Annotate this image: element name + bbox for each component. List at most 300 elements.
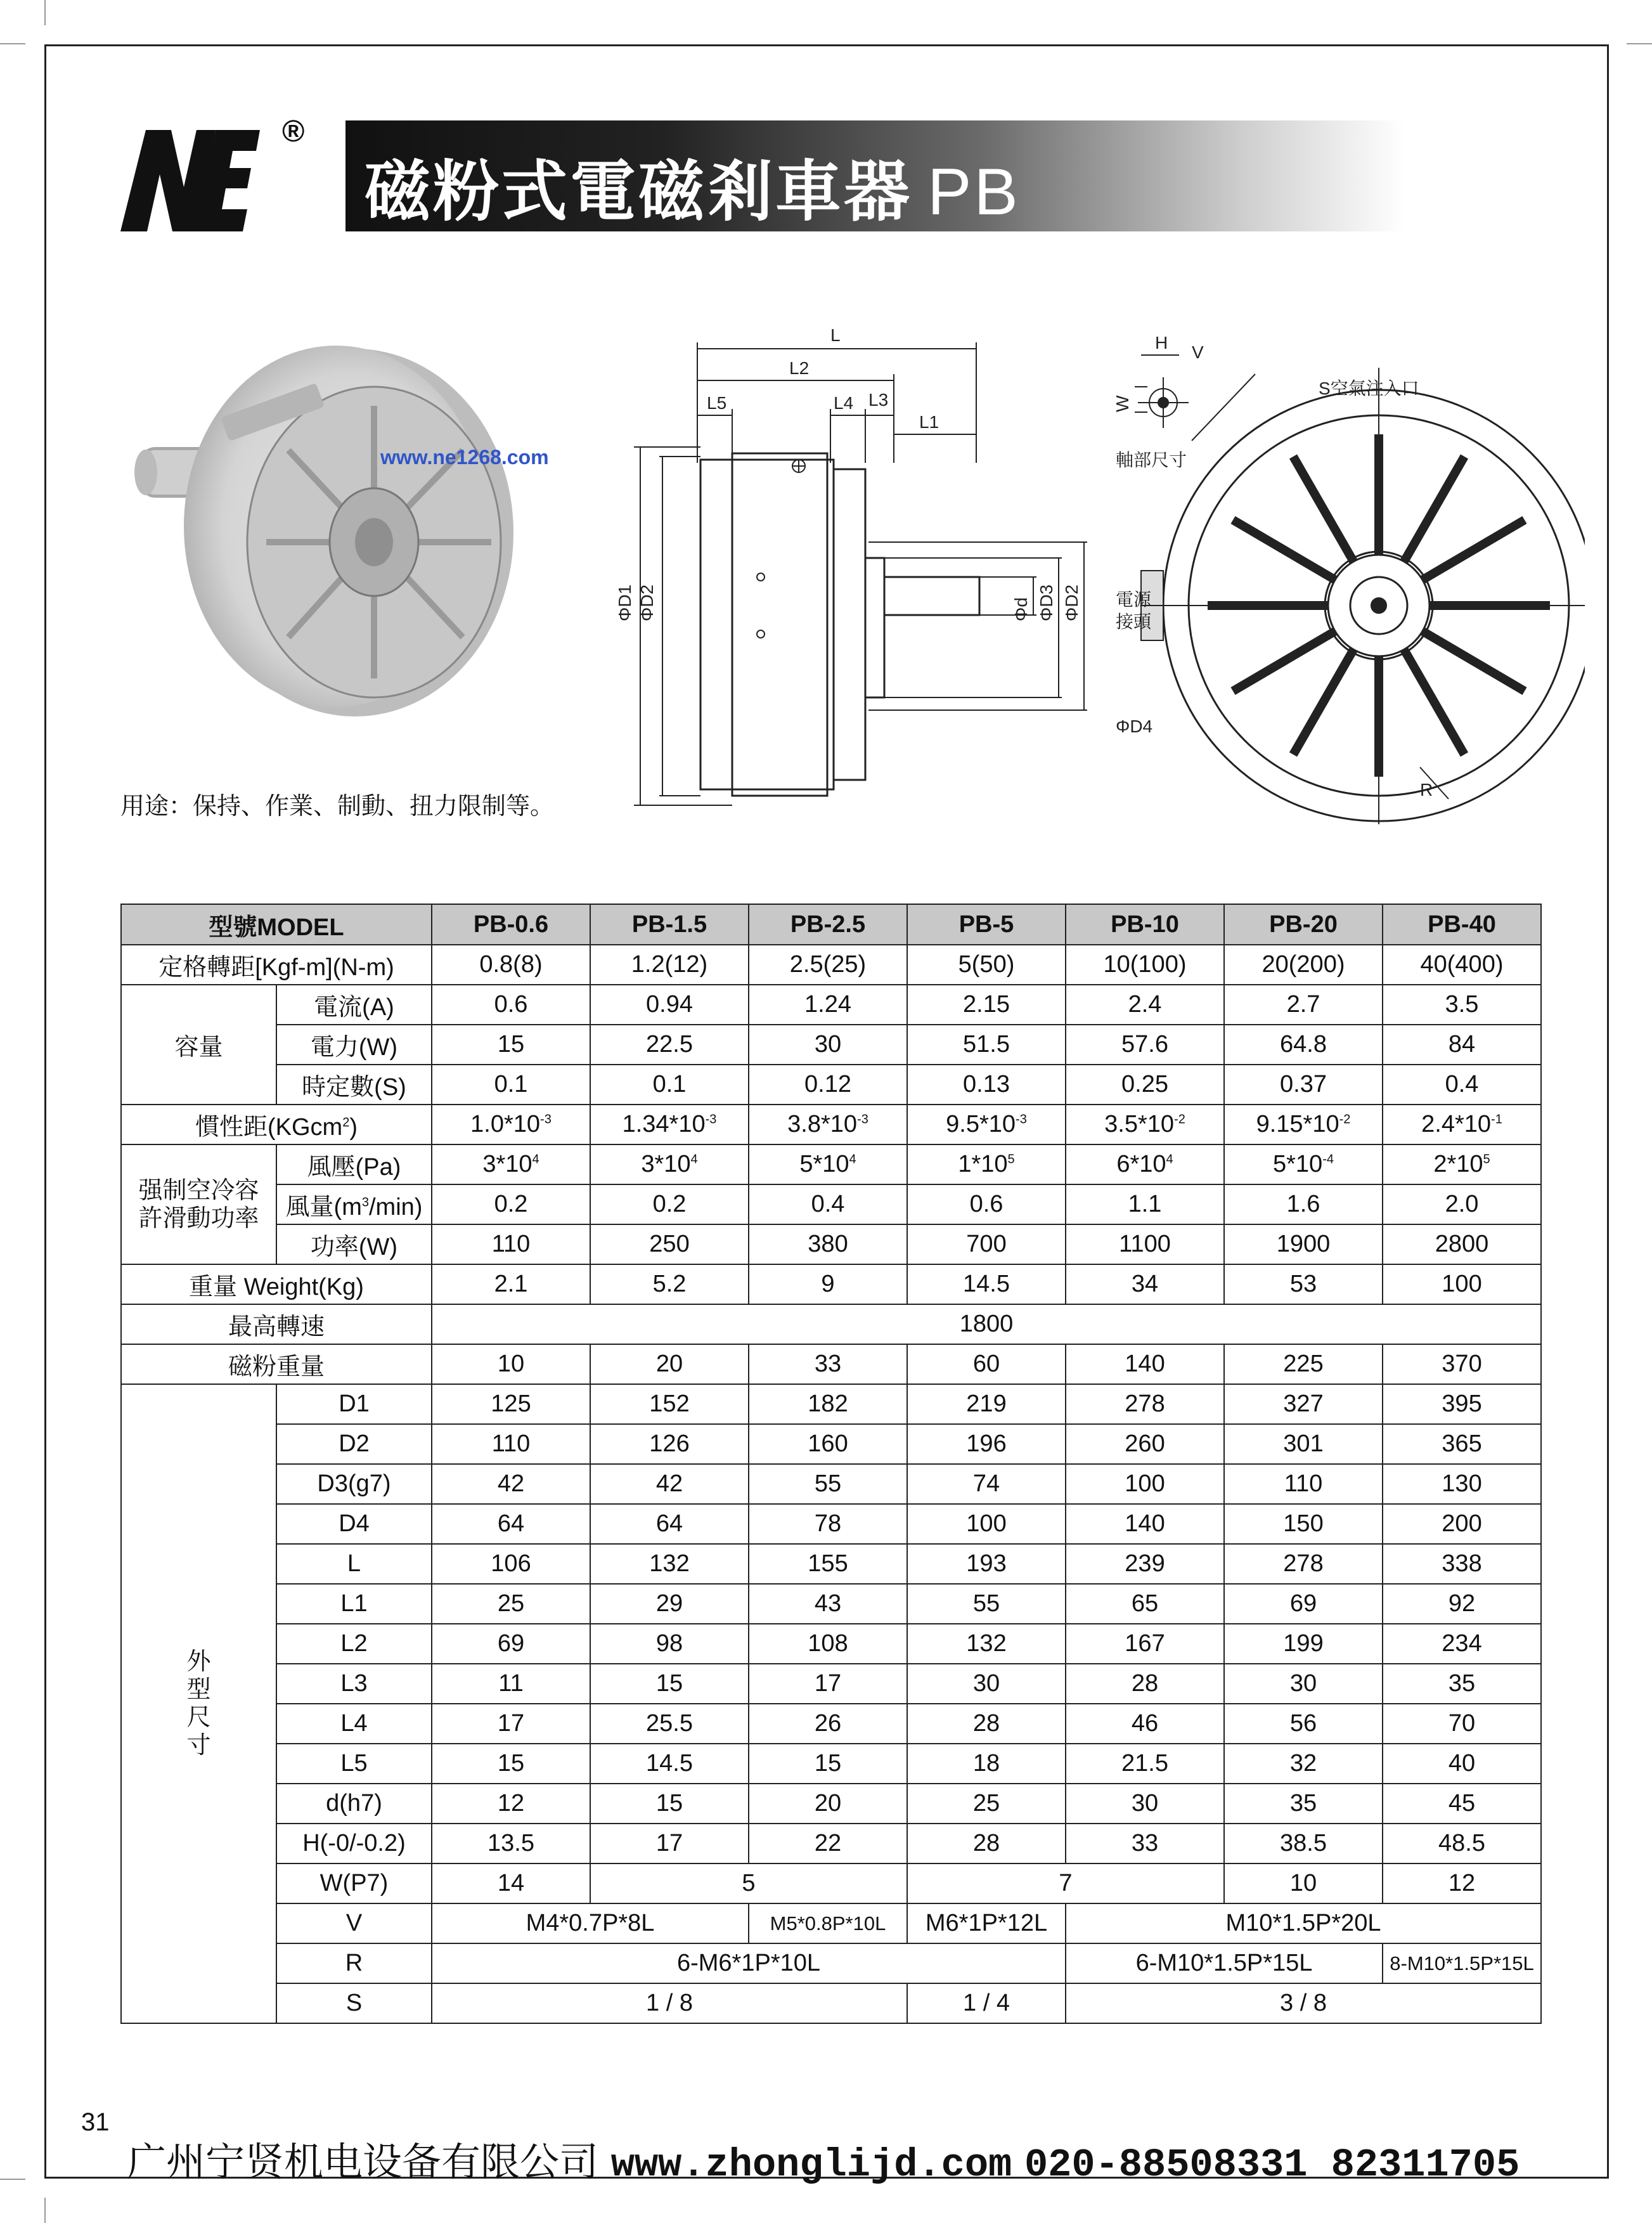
crop-mark (1627, 43, 1652, 44)
table-cell: 30 (907, 1664, 1066, 1704)
table-cell: 1900 (1224, 1224, 1383, 1264)
dimensions-label-char: 型 (186, 1676, 211, 1703)
table-cell: 199 (1224, 1624, 1383, 1664)
table-cell: 1.6 (1224, 1184, 1383, 1224)
table-cell: 64 (590, 1504, 749, 1544)
value-exp: -3 (540, 1112, 552, 1127)
table-cell: 200 (1383, 1504, 1541, 1544)
table-cell: 26 (749, 1704, 907, 1744)
cooling-label-line1: 强制空冷容 (138, 1177, 259, 1204)
table-cell (907, 1144, 1066, 1184)
table-cell: 0.2 (432, 1184, 590, 1224)
row-label: 功率(W) (276, 1224, 432, 1264)
row-label: 時定數(S) (276, 1065, 432, 1105)
table-cell: 5.2 (590, 1264, 749, 1304)
table-cell: 193 (907, 1544, 1066, 1584)
table-cell: 22 (749, 1824, 907, 1863)
table-cell: 3.5 (1383, 985, 1541, 1025)
dimensions-label-char: 寸 (186, 1732, 211, 1759)
value-exp: 4 (690, 1152, 698, 1167)
table-cell: 2.4 (1066, 985, 1224, 1025)
table-cell: 0.25 (1066, 1065, 1224, 1105)
phone-numbers: 020-88508331 82311705 (1024, 2142, 1520, 2187)
value-exp: -3 (857, 1112, 868, 1127)
table-cell: 18 (907, 1744, 1066, 1784)
table-cell: 12 (432, 1784, 590, 1824)
dim-label-D4: ΦD4 (1116, 716, 1153, 736)
row-label: 風壓(Pa) (276, 1144, 432, 1184)
table-cell: M10*1.5P*20L (1066, 1903, 1541, 1943)
table-cell (590, 1144, 749, 1184)
table-row (121, 1304, 1541, 1344)
title-text: 磁粉式電磁剎車器 (365, 152, 913, 230)
table-cell: 100 (1383, 1264, 1541, 1304)
value-base: 3*10 (641, 1151, 691, 1177)
row-label: L (276, 1544, 432, 1584)
air-inlet-label: S空氣注入口 (1319, 379, 1419, 398)
airflow-label-sup: 3 (361, 1195, 369, 1210)
table-cell: 234 (1383, 1624, 1541, 1664)
table-cell: 46 (1066, 1704, 1224, 1744)
row-label: L4 (276, 1704, 432, 1744)
crop-mark (0, 43, 25, 44)
table-cell: 20(200) (1224, 945, 1383, 985)
row-label: 電流(A) (276, 985, 432, 1025)
table-cell: 30 (1066, 1784, 1224, 1824)
model-cell: PB-0.6 (432, 904, 590, 945)
table-cell: 22.5 (590, 1025, 749, 1065)
company-name: 广州宁贤机电设备有限公司 (127, 2139, 599, 2185)
table-row (121, 1624, 1541, 1664)
table-cell: 40 (1383, 1744, 1541, 1784)
table-cell: 155 (749, 1544, 907, 1584)
row-label: 最高轉速 (121, 1304, 432, 1344)
table-row (121, 1424, 1541, 1464)
table-cell: 2.15 (907, 985, 1066, 1025)
table-cell: 0.6 (432, 985, 590, 1025)
table-cell: 100 (1066, 1464, 1224, 1504)
table-cell (432, 1105, 590, 1144)
value-base: 3.5*10 (1104, 1111, 1175, 1137)
value-base: 3.8*10 (787, 1111, 858, 1137)
table-cell: 2.0 (1383, 1184, 1541, 1224)
table-cell: 108 (749, 1624, 907, 1664)
table-cell: 56 (1224, 1704, 1383, 1744)
table-cell: 5 (590, 1863, 907, 1903)
row-label: 磁粉重量 (121, 1344, 432, 1384)
table-cell: 8-M10*1.5P*15L (1383, 1943, 1541, 1983)
table-row (121, 1025, 1541, 1065)
table-cell: 301 (1224, 1424, 1383, 1464)
row-label: D4 (276, 1504, 432, 1544)
table-cell: 14 (432, 1863, 590, 1903)
table-row (121, 1704, 1541, 1744)
value-base: 9.5*10 (946, 1111, 1016, 1137)
table-cell: 38.5 (1224, 1824, 1383, 1863)
value-base: 5*10 (799, 1151, 849, 1177)
table-cell: 0.4 (1383, 1065, 1541, 1105)
table-row (121, 1863, 1541, 1903)
shaft-label-V: V (1192, 342, 1204, 362)
table-cell: 6-M10*1.5P*15L (1066, 1943, 1383, 1983)
table-cell (1066, 1144, 1224, 1184)
row-label: d(h7) (276, 1784, 432, 1824)
spec-table (120, 904, 1542, 2024)
website-link[interactable]: www.zhonglijd.com (610, 2142, 1012, 2187)
table-cell: 0.1 (432, 1065, 590, 1105)
table-cell: 29 (590, 1584, 749, 1624)
table-cell: 278 (1066, 1384, 1224, 1424)
value-exp: -1 (1491, 1112, 1502, 1127)
value-exp: 4 (532, 1152, 539, 1167)
table-cell: 0.12 (749, 1065, 907, 1105)
table-cell: 70 (1383, 1704, 1541, 1744)
table-cell (1224, 1144, 1383, 1184)
table-row (121, 1784, 1541, 1824)
model-cell: PB-5 (907, 904, 1066, 945)
crop-mark (44, 2198, 46, 2223)
table-cell: 0.2 (590, 1184, 749, 1224)
value-exp: -3 (1016, 1112, 1027, 1127)
table-cell: 25 (907, 1784, 1066, 1824)
table-row (121, 1384, 1541, 1424)
table-cell: 5(50) (907, 945, 1066, 985)
table-row (121, 1544, 1541, 1584)
airflow-label: 風量(m (285, 1194, 362, 1221)
table-row (121, 1744, 1541, 1784)
table-row (121, 1184, 1541, 1224)
value-base: 2*10 (1433, 1151, 1483, 1177)
dim-label-L1: L1 (919, 412, 939, 432)
table-cell: 150 (1224, 1504, 1383, 1544)
table-cell: 338 (1383, 1544, 1541, 1584)
table-cell: 1.2(12) (590, 945, 749, 985)
row-label: L5 (276, 1744, 432, 1784)
dimensions-label-char: 外 (186, 1649, 211, 1675)
shaft-label-H: H (1155, 333, 1168, 353)
table-cell: 239 (1066, 1544, 1224, 1584)
group-label (121, 1384, 276, 2023)
table-cell: 17 (432, 1704, 590, 1744)
table-cell: 10 (432, 1344, 590, 1384)
table-cell: 380 (749, 1224, 907, 1264)
dim-label-R: R (1420, 780, 1433, 800)
table-cell: 74 (907, 1464, 1066, 1504)
value-exp: 5 (1007, 1152, 1015, 1167)
table-cell: 21.5 (1066, 1744, 1224, 1784)
table-cell (1383, 1105, 1541, 1144)
row-label: R (276, 1943, 432, 1983)
table-cell: 110 (432, 1424, 590, 1464)
row-label: D2 (276, 1424, 432, 1464)
title-banner (345, 120, 1404, 231)
table-row (121, 1105, 1541, 1144)
table-cell: 35 (1224, 1784, 1383, 1824)
row-label: 定格轉距[Kgf-m](N-m) (121, 945, 432, 985)
table-cell: 225 (1224, 1344, 1383, 1384)
table-cell: 140 (1066, 1344, 1224, 1384)
dim-label-D3: ΦD3 (1036, 584, 1056, 621)
row-label: W(P7) (276, 1863, 432, 1903)
row-label (276, 1184, 432, 1224)
row-label: D1 (276, 1384, 432, 1424)
table-cell (590, 1105, 749, 1144)
value-base: 1.34*10 (622, 1111, 706, 1137)
row-label: S (276, 1983, 432, 2023)
model-header: 型號MODEL (121, 904, 432, 945)
table-cell: 30 (1224, 1664, 1383, 1704)
table-cell: 45 (1383, 1784, 1541, 1824)
dim-label-L: L (830, 325, 841, 345)
side-view-drawing (615, 323, 1109, 824)
table-cell: 167 (1066, 1624, 1224, 1664)
table-cell: 0.4 (749, 1184, 907, 1224)
table-cell: 42 (590, 1464, 749, 1504)
table-cell: 196 (907, 1424, 1066, 1464)
table-cell: 25 (432, 1584, 590, 1624)
value-base: 5*10 (1273, 1151, 1323, 1177)
product-photo (127, 323, 526, 729)
table-cell (749, 1105, 907, 1144)
table-cell: 15 (590, 1664, 749, 1704)
table-cell: 43 (749, 1584, 907, 1624)
table-cell: 140 (1066, 1504, 1224, 1544)
table-cell: 14.5 (590, 1744, 749, 1784)
model-cell: PB-40 (1383, 904, 1541, 945)
table-cell: 152 (590, 1384, 749, 1424)
table-cell: 2.1 (432, 1264, 590, 1304)
group-label: 容量 (121, 985, 276, 1105)
model-cell: PB-2.5 (749, 904, 907, 945)
table-row (121, 1824, 1541, 1863)
table-row (121, 1065, 1541, 1105)
table-cell: 15 (432, 1744, 590, 1784)
row-label: L3 (276, 1664, 432, 1704)
table-cell: 51.5 (907, 1025, 1066, 1065)
row-label: H(-0/-0.2) (276, 1824, 432, 1863)
table-row (121, 1224, 1541, 1264)
table-cell (1066, 1105, 1224, 1144)
airflow-label-end: /min) (368, 1194, 423, 1221)
table-cell: 278 (1224, 1544, 1383, 1584)
table-cell: 0.6 (907, 1184, 1066, 1224)
table-cell: 125 (432, 1384, 590, 1424)
value-exp: 4 (849, 1152, 856, 1167)
value-base: 2.4*10 (1421, 1111, 1492, 1137)
row-label (121, 1105, 432, 1144)
value-exp: -4 (1322, 1152, 1334, 1167)
table-cell: 11 (432, 1664, 590, 1704)
table-cell: 160 (749, 1424, 907, 1464)
front-view-drawing (1103, 323, 1585, 824)
table-row (121, 1264, 1541, 1304)
table-cell: 365 (1383, 1424, 1541, 1464)
table-row (121, 1903, 1541, 1943)
page-title (365, 138, 1021, 233)
group-label (121, 1144, 276, 1264)
table-cell: 30 (749, 1025, 907, 1065)
table-cell: 28 (1066, 1664, 1224, 1704)
table-cell: 1800 (432, 1304, 1541, 1344)
table-cell: 60 (907, 1344, 1066, 1384)
table-row (121, 945, 1541, 985)
table-cell: 0.13 (907, 1065, 1066, 1105)
table-cell: 2.5(25) (749, 945, 907, 985)
inertia-label-end: ) (349, 1114, 358, 1141)
table-cell: M6*1P*12L (907, 1903, 1066, 1943)
table-cell: 110 (1224, 1464, 1383, 1504)
table-cell: 10(100) (1066, 945, 1224, 985)
value-exp: -2 (1339, 1112, 1351, 1127)
table-cell: 33 (1066, 1824, 1224, 1863)
table-cell: 0.94 (590, 985, 749, 1025)
table-cell: 126 (590, 1424, 749, 1464)
value-exp: -3 (705, 1112, 717, 1127)
table-cell: 219 (907, 1384, 1066, 1424)
table-cell: 53 (1224, 1264, 1383, 1304)
table-cell: 250 (590, 1224, 749, 1264)
dimensions-label-char: 尺 (186, 1704, 211, 1731)
table-cell: M4*0.7P*8L (432, 1903, 749, 1943)
table-row (121, 1983, 1541, 2023)
table-row (121, 1344, 1541, 1384)
power-connector-label-2: 接頭 (1116, 612, 1152, 632)
dim-label-D2: ΦD2 (637, 584, 657, 621)
inertia-label-sup: 2 (342, 1115, 350, 1130)
table-cell: 370 (1383, 1344, 1541, 1384)
table-header-row (121, 904, 1541, 945)
table-cell: 42 (432, 1464, 590, 1504)
table-cell: 17 (590, 1824, 749, 1863)
table-cell: 0.1 (590, 1065, 749, 1105)
table-cell: 1 / 8 (432, 1983, 907, 2023)
row-label: D3(g7) (276, 1464, 432, 1504)
dim-label-L4: L4 (834, 393, 854, 413)
table-cell (907, 1105, 1066, 1144)
dim-label-D2-shaft: ΦD2 (1062, 584, 1081, 621)
value-exp: -2 (1174, 1112, 1185, 1127)
table-row (121, 1504, 1541, 1544)
table-cell: 14.5 (907, 1264, 1066, 1304)
crop-mark (0, 2179, 25, 2180)
table-cell: 98 (590, 1624, 749, 1664)
value-base: 1.0*10 (470, 1111, 541, 1137)
table-cell: 92 (1383, 1584, 1541, 1624)
table-cell: 32 (1224, 1744, 1383, 1784)
table-cell: 0.8(8) (432, 945, 590, 985)
table-cell: 33 (749, 1344, 907, 1384)
inertia-label: 慣性距(KGcm (195, 1114, 343, 1141)
footer-contact (127, 2130, 1520, 2187)
row-label: 電力(W) (276, 1025, 432, 1065)
shaft-label-W: W (1113, 395, 1132, 412)
table-cell: 64 (432, 1504, 590, 1544)
table-row (121, 1464, 1541, 1504)
dim-label-L3: L3 (868, 390, 889, 410)
table-cell: 182 (749, 1384, 907, 1424)
row-label: 重量 Weight(Kg) (121, 1264, 432, 1304)
table-cell: 57.6 (1066, 1025, 1224, 1065)
crop-mark (44, 0, 46, 25)
table-cell: 130 (1383, 1464, 1541, 1504)
dim-label-L5: L5 (707, 393, 727, 413)
table-cell: 69 (1224, 1584, 1383, 1624)
table-cell: 64.8 (1224, 1025, 1383, 1065)
table-cell: 15 (432, 1025, 590, 1065)
table-cell: 15 (590, 1784, 749, 1824)
table-row (121, 985, 1541, 1025)
table-cell: 34 (1066, 1264, 1224, 1304)
ne-logo (120, 127, 260, 235)
registered-mark: ® (282, 115, 305, 148)
table-cell: 100 (907, 1504, 1066, 1544)
table-cell: 28 (907, 1704, 1066, 1744)
table-cell: 69 (432, 1624, 590, 1664)
value-exp: 4 (1166, 1152, 1173, 1167)
table-cell: 1 / 4 (907, 1983, 1066, 2023)
table-cell: 40(400) (1383, 945, 1541, 985)
table-cell: M5*0.8P*10L (749, 1903, 907, 1943)
table-cell: 6-M6*1P*10L (432, 1943, 1066, 1983)
table-cell: 13.5 (432, 1824, 590, 1863)
table-cell: 132 (590, 1544, 749, 1584)
table-row (121, 1584, 1541, 1624)
model-cell: PB-1.5 (590, 904, 749, 945)
table-row (121, 1144, 1541, 1184)
table-cell: 25.5 (590, 1704, 749, 1744)
model-cell: PB-20 (1224, 904, 1383, 945)
table-cell: 395 (1383, 1384, 1541, 1424)
usage-text: 用途：保持、作業、制動、扭力限制等。 (120, 793, 555, 820)
table-cell: 7 (907, 1863, 1224, 1903)
table-cell: 260 (1066, 1424, 1224, 1464)
table-cell: 110 (432, 1224, 590, 1264)
table-cell: 28 (907, 1824, 1066, 1863)
row-label: L2 (276, 1624, 432, 1664)
table-cell (1224, 1105, 1383, 1144)
table-cell: 327 (1224, 1384, 1383, 1424)
table-cell: 20 (590, 1344, 749, 1384)
table-row (121, 1664, 1541, 1704)
cooling-label-line2: 許滑動功率 (138, 1205, 259, 1232)
table-row (121, 1943, 1541, 1983)
table-cell: 15 (749, 1744, 907, 1784)
value-base: 6*10 (1116, 1151, 1166, 1177)
table-cell: 12 (1383, 1863, 1541, 1903)
page-number: 31 (81, 2108, 110, 2136)
title-model: PB (927, 155, 1021, 229)
table-cell: 0.37 (1224, 1065, 1383, 1105)
table-cell: 48.5 (1383, 1824, 1541, 1863)
value-base: 9.15*10 (1256, 1111, 1339, 1137)
table-cell: 84 (1383, 1025, 1541, 1065)
table-cell: 20 (749, 1784, 907, 1824)
table-cell: 78 (749, 1504, 907, 1544)
table-cell (1383, 1144, 1541, 1184)
table-cell: 55 (749, 1464, 907, 1504)
value-base: 1*10 (958, 1151, 1008, 1177)
table-cell: 132 (907, 1624, 1066, 1664)
table-cell: 1100 (1066, 1224, 1224, 1264)
table-cell: 106 (432, 1544, 590, 1584)
power-connector-label-1: 電源 (1116, 590, 1152, 609)
watermark-url: www.ne1268.com (380, 446, 549, 469)
dim-label-L2: L2 (789, 358, 810, 378)
table-cell: 17 (749, 1664, 907, 1704)
row-label: V (276, 1903, 432, 1943)
table-cell: 55 (907, 1584, 1066, 1624)
dim-label-D1: ΦD1 (615, 584, 635, 621)
